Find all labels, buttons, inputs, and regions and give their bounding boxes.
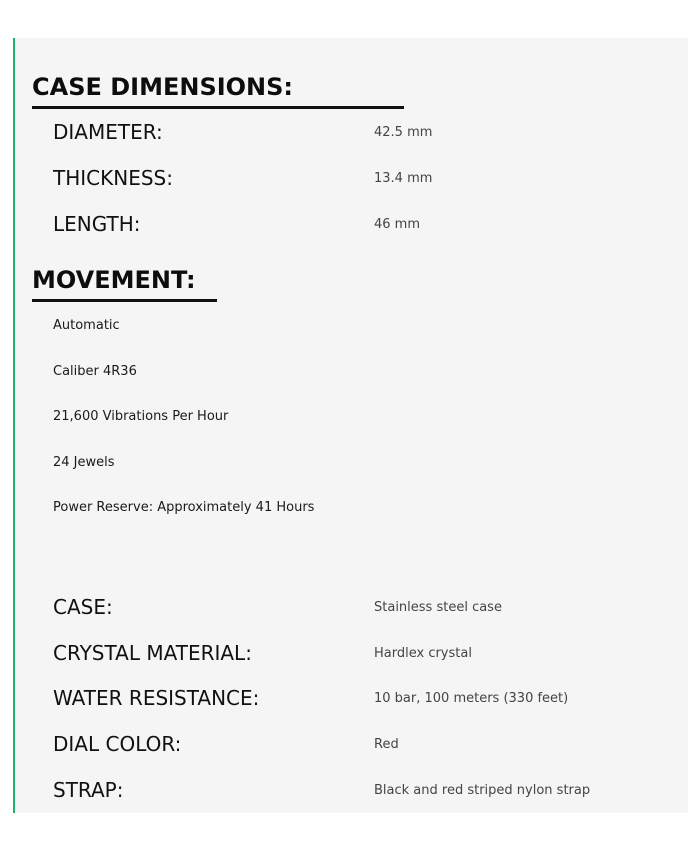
movement-item-power-reserve: Power Reserve: Approximately 41 Hours (53, 500, 315, 515)
crystal-material-value: Hardlex crystal (374, 646, 472, 661)
movement-item-vibrations: 21,600 Vibrations Per Hour (53, 409, 229, 424)
specs-panel (13, 38, 688, 813)
length-label: LENGTH: (53, 212, 141, 236)
crystal-material-label: CRYSTAL MATERIAL: (53, 641, 252, 665)
water-resistance-value: 10 bar, 100 meters (330 feet) (374, 691, 569, 706)
movement-item-jewels: 24 Jewels (53, 455, 115, 470)
thickness-value: 13.4 mm (374, 171, 433, 186)
movement-item-caliber: Caliber 4R36 (53, 364, 137, 379)
length-value: 46 mm (374, 217, 421, 232)
dial-color-label: DIAL COLOR: (53, 732, 182, 756)
movement-underline (32, 299, 217, 302)
case-dimensions-heading: CASE DIMENSIONS: (32, 73, 294, 101)
dial-color-value: Red (374, 737, 399, 752)
case-label: CASE: (53, 595, 113, 619)
case-value: Stainless steel case (374, 600, 502, 615)
strap-value: Black and red striped nylon strap (374, 783, 591, 798)
diameter-label: DIAMETER: (53, 120, 163, 144)
thickness-label: THICKNESS: (53, 166, 173, 190)
strap-label: STRAP: (53, 778, 124, 802)
diameter-value: 42.5 mm (374, 125, 433, 140)
movement-item-automatic: Automatic (53, 318, 120, 333)
movement-heading: MOVEMENT: (32, 266, 196, 294)
water-resistance-label: WATER RESISTANCE: (53, 686, 260, 710)
case-dimensions-underline (32, 106, 404, 109)
